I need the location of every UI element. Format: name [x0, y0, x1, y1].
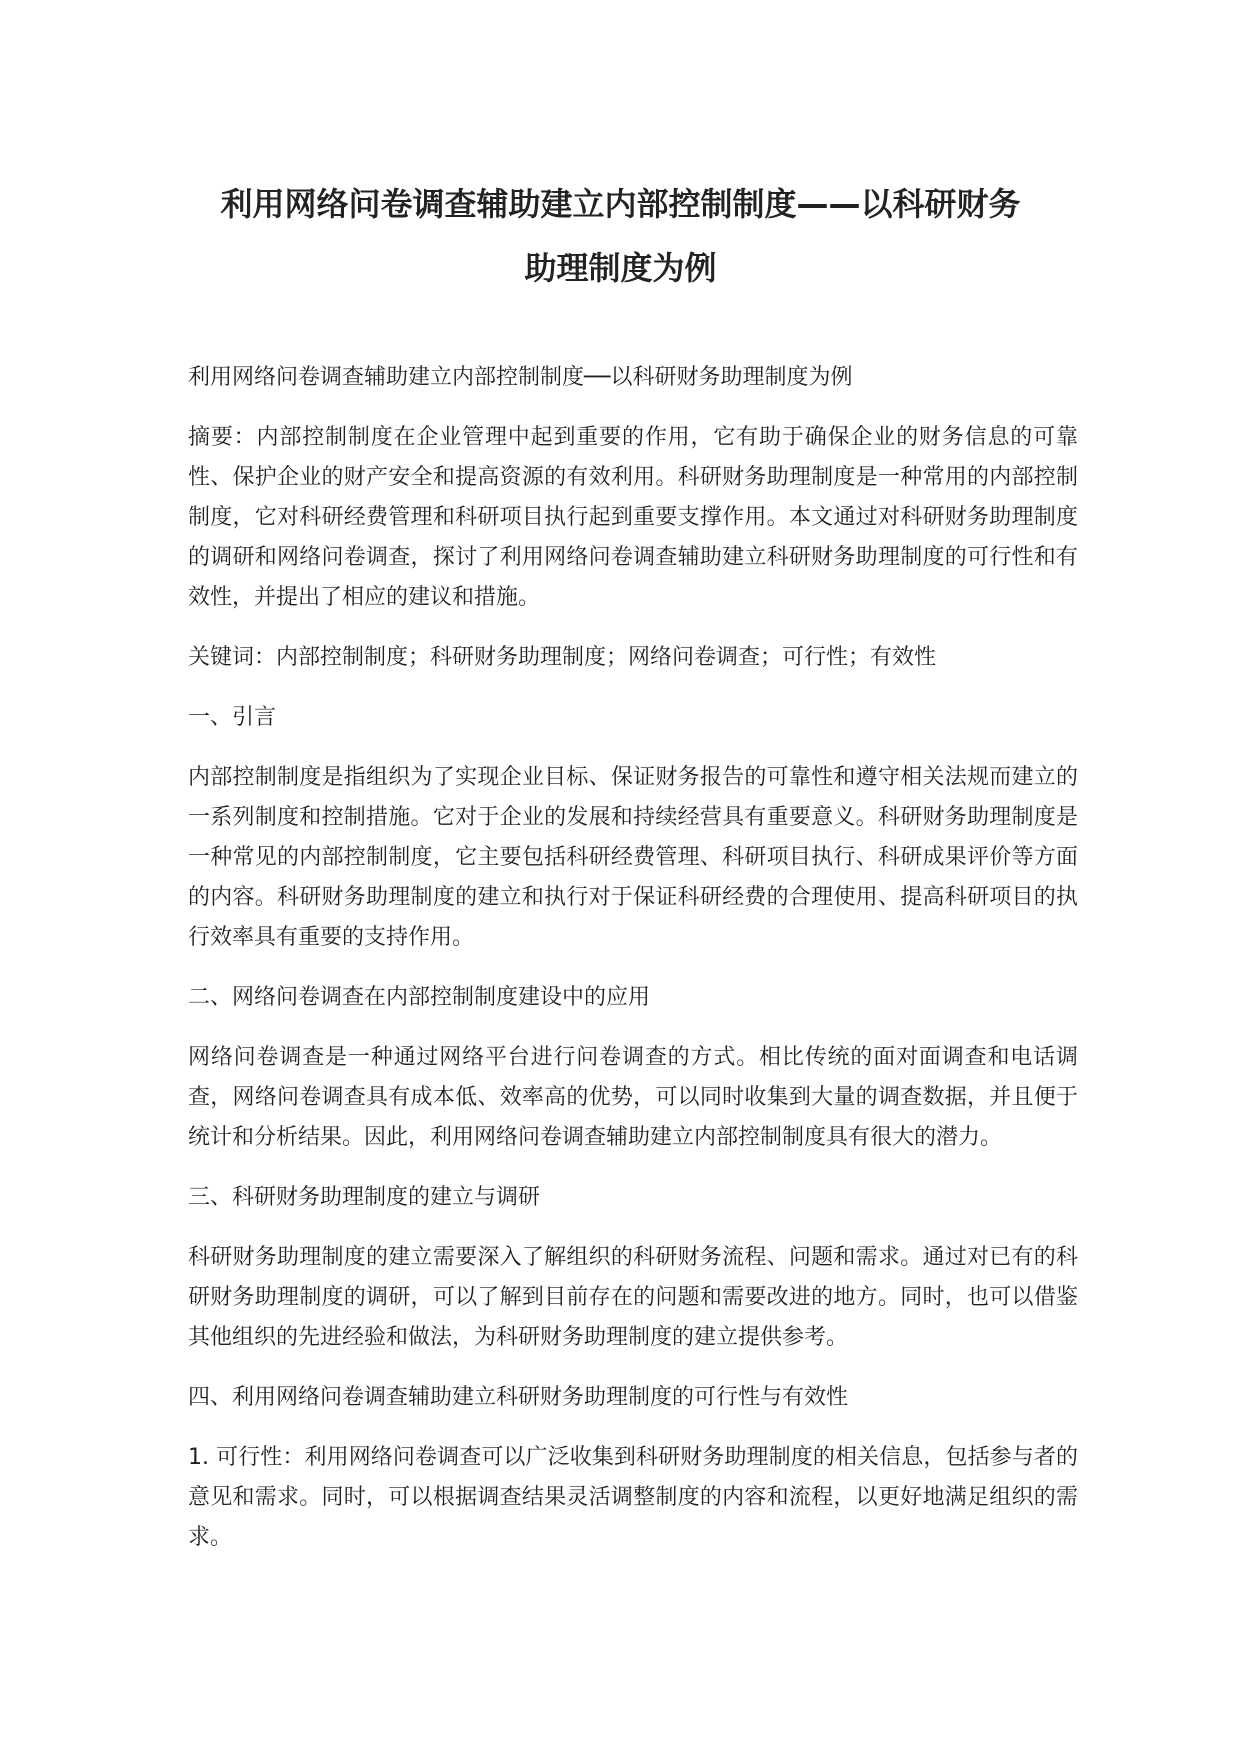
section-heading-2: 二、网络问卷调查在内部控制制度建设中的应用 [188, 985, 651, 1010]
subtitle-paragraph: 利用网络问卷调查辅助建立内部控制制度──以科研财务助理制度为例 [188, 365, 853, 390]
document-title [150, 172, 1091, 300]
section-heading-4: 四、利用网络问卷调查辅助建立科研财务助理制度的可行性与有效性 [188, 1385, 849, 1410]
section-heading-3: 三、科研财务助理制度的建立与调研 [188, 1185, 541, 1210]
title-line-1: 利用网络问卷调查辅助建立内部控制制度——以科研财务 [220, 185, 1021, 223]
section-heading-1: 一、引言 [188, 705, 277, 730]
keywords-paragraph: 关键词：内部控制制度；科研财务助理制度；网络问卷调查；可行性；有效性 [188, 645, 937, 670]
abstract-paragraph: 摘要：内部控制制度在企业管理中起到重要的作用，它有助于确保企业的财务信息的可靠性、保护企业的财产安全和提高资源的有效利用。科研财务助理制度是一种常用的内部控制制度，它对科研经费管理和科研项目执行起到重要支撑作用。本文通过对科研财务助理制度的调研和网络问卷调查，探讨了利用网络问卷调查辅助建立科研财务助理制度的可行性和有效性，并提出了相应的建议和措施。 [188, 425, 1078, 610]
document-body [188, 358, 1078, 1578]
body-paragraph-feasibility: 1. 可行性：利用网络问卷调查可以广泛收集到科研财务助理制度的相关信息，包括参与者的意见和需求。同时，可以根据调查结果灵活调整制度的内容和流程，以更好地满足组织的需求。 [188, 1445, 1078, 1550]
title-line-2: 助理制度为例 [524, 249, 717, 287]
body-paragraph-research: 科研财务助理制度的建立需要深入了解组织的科研财务流程、问题和需求。通过对已有的科研财务助理制度的调研，可以了解到目前存在的问题和需要改进的地方。同时，也可以借鉴其他组织的先进经验和做法，为科研财务助理制度的建立提供参考。 [188, 1245, 1078, 1350]
body-paragraph-intro: 内部控制制度是指组织为了实现企业目标、保证财务报告的可靠性和遵守相关法规而建立的一系列制度和控制措施。它对于企业的发展和持续经营具有重要意义。科研财务助理制度是一种常见的内部控制制度，它主要包括科研经费管理、科研项目执行、科研成果评价等方面的内容。科研财务助理制度的建立和执行对于保证科研经费的合理使用、提高科研项目的执行效率具有重要的支持作用。 [188, 765, 1078, 950]
body-paragraph-survey: 网络问卷调查是一种通过网络平台进行问卷调查的方式。相比传统的面对面调查和电话调查，网络问卷调查具有成本低、效率高的优势，可以同时收集到大量的调查数据，并且便于统计和分析结果。因此，利用网络问卷调查辅助建立内部控制制度具有很大的潜力。 [188, 1045, 1078, 1150]
